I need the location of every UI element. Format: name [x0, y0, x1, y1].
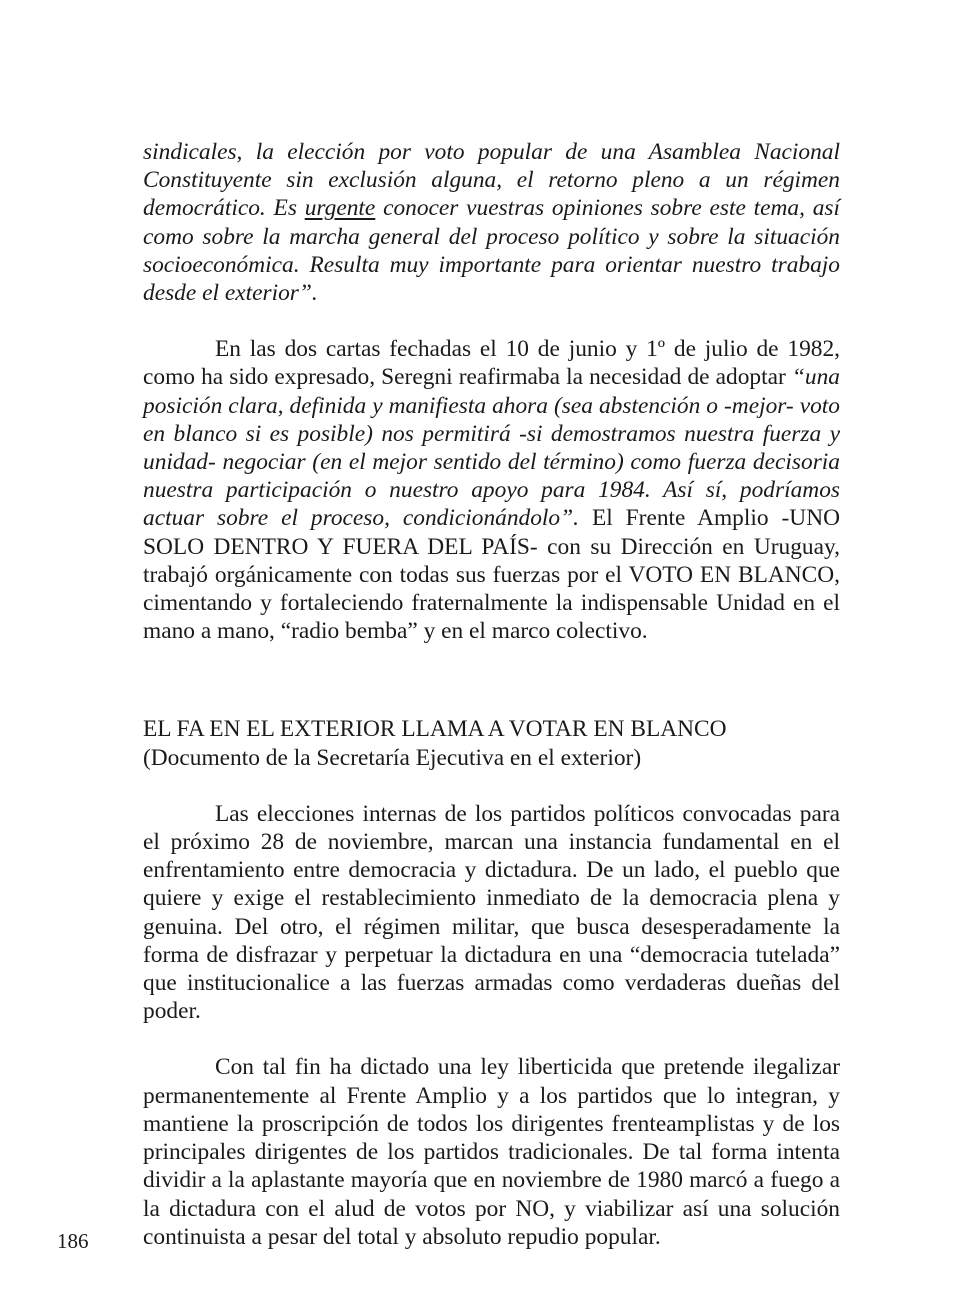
section-heading: EL FA EN EL EXTERIOR LLAMA A VOTAR EN BLANCO — [143, 716, 727, 743]
quote-text-start: sindicales, la elección por voto popular de una Asamblea Nacional Constituyente sin exclusión alguna, el retorno pleno a un régimen democrático. Es — [143, 139, 840, 222]
body-paragraph-elecciones: Las elecciones internas de los partidos políticos convocadas para el próximo 28 de noviembre, marcan una instancia fundamental en el enfrentamiento entre democracia y dictadura. De un lado, el pueblo que quiere y exige el restablecimiento inmediato de la democracia plena y genuina. Del otro, el régimen militar, que busca desesperadamente la forma de disfrazar y perpetuar la dictadura en una “democracia tutelada” que institucionalice a las fuerzas armadas como verdaderas dueñas del poder. — [143, 800, 840, 1025]
section-heading-block — [143, 715, 840, 771]
underlined-word: urgente — [304, 195, 376, 222]
page-body — [143, 138, 840, 1251]
seregni-quote: “una posición clara, definida y manifiesta ahora (sea abstención o -mejor- voto en blanco si es posible) nos permitirá -si demostramos nuestra fuerza y unidad- negociar (en el mejor sentido del término) como fuerza decisoria nuestra participación o nuestro apoyo para 1984. Así sí, podríamos actuar sobre el proceso, condicionándolo”. — [143, 364, 840, 532]
body-paragraph-seregni — [143, 335, 840, 645]
paragraph-text-end: El Frente Amplio -UNO SOLO DENTRO Y FUERA DEL PAÍS- con su Dirección en Uruguay, trabajó orgánicamente con todas sus fuerzas por el VOTO EN BLANCO, cimentando y fortaleciendo fraternalmente la indispensable Unidad en el mano a mano, “radio bemba” y en el marco colectivo. — [143, 505, 840, 645]
quote-text-end: conocer vuestras opiniones sobre este tema, así como sobre la marcha general del proceso político y sobre la situación socioeconómica. Resulta muy importante para orientar nuestro trabajo desde el exterior”. — [143, 195, 841, 307]
quote-paragraph — [143, 138, 840, 307]
section-subheading: (Documento de la Secretaría Ejecutiva en el exterior) — [143, 744, 642, 771]
paragraph-text-start: En las dos cartas fechadas el 10 de junio y 1º de julio de 1982, como ha sido expresado, Seregni reafirmaba la necesidad de adoptar — [143, 336, 840, 391]
body-paragraph-ley: Con tal fin ha dictado una ley liberticida que pretende ilegalizar permanentemente al Frente Amplio y a los partidos que lo integran, y mantiene la proscripción de todos los dirigentes frenteamplistas y de los principales dirigentes de los partidos tradicionales. De tal forma intenta dividir a la aplastante mayoría que en noviembre de 1980 marcó a fuego a la dictadura con el alud de votos por NO, y viabilizar así una solución continuista a pesar del total y absoluto repudio popular. — [143, 1054, 840, 1250]
page-number: 186 — [57, 1229, 89, 1253]
